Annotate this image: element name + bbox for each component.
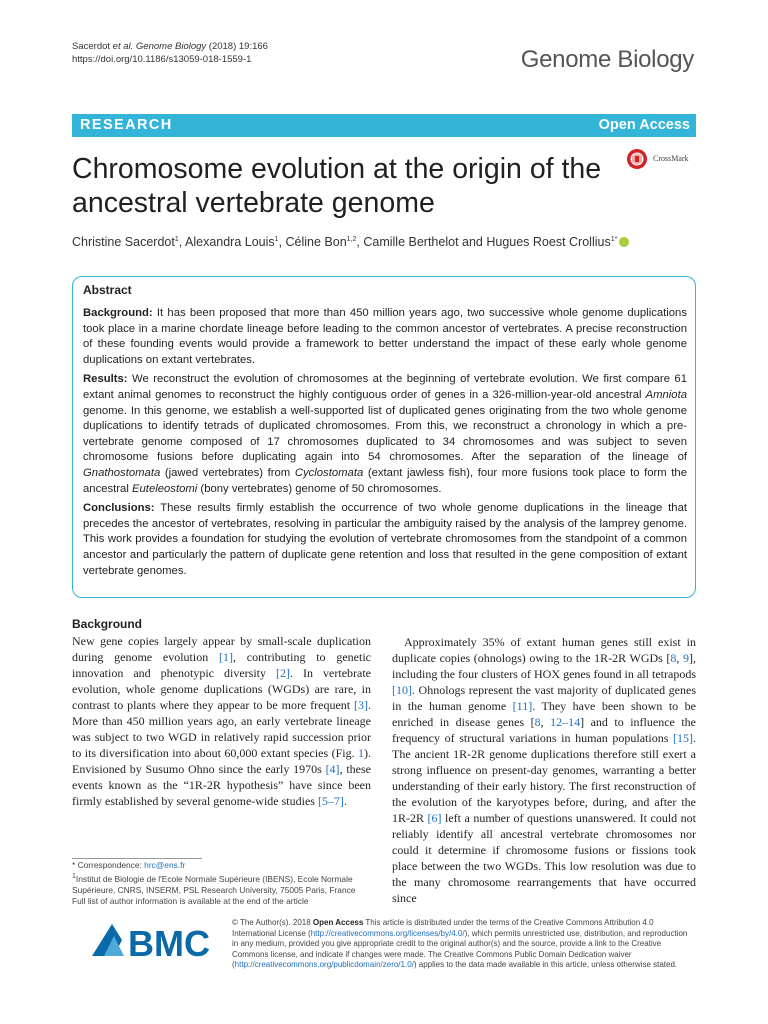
citation-link[interactable]: [10] [392, 683, 412, 697]
right-column [392, 634, 696, 906]
article-type-label: RESEARCH [80, 117, 173, 133]
article-type-banner [72, 114, 696, 137]
abstract-heading: Abstract [83, 283, 132, 297]
citation-link[interactable]: [4] [325, 762, 340, 776]
citation-link[interactable]: 9 [683, 651, 690, 665]
open-access-label: Open Access [598, 117, 690, 133]
citation-link[interactable]: [1] [219, 650, 233, 664]
crossmark-label: CrossMark [653, 154, 689, 163]
orcid-icon[interactable] [619, 237, 629, 247]
abstract-conclusions: Conclusions: These results firmly establish the occurrence of two whole genome duplications in the lineage that precedes the ancestor of vertebrates, resolving in particular the ambiguity raised by the analysis of the lamprey genome. This work provides a foundation for studying the evolution of vertebrate chromosomes from the standpoint of a common ancestor and particularly the pattern of duplicate gene retention and loss that resulted in the gene composition of extant vertebrate genomes. [83, 502, 687, 577]
license-link[interactable]: http://creativecommons.org/licenses/by/4.0/ [310, 928, 465, 938]
citation-line [72, 40, 268, 53]
section-heading: Background [72, 617, 143, 631]
correspondence: * Correspondence: hrc@ens.fr [72, 860, 186, 870]
author[interactable]: Camille Berthelot and Hugues Roest Crollius$^{1*}$ [363, 235, 618, 250]
citation-link[interactable]: [6] [427, 811, 442, 825]
license-text: © The Author(s). 2018 Open Access This article is distributed under the terms of the Creative Commons Attribution 4.0 International License (http://creativecommons.org/licenses/by/4.0/), which permits unrestricted use, distribution, and reproduction in any medium, provided you give appropriate credit to the original author(s) and the source, provide a link to the Creative Commons license, and indicate if changes were made. The Creative Commons Public Domain Dedication waiver (http://creativecommons.org/publicdomain/zero/1.0/) applies to the data made available in this article, unless otherwise stated. [232, 918, 688, 970]
citation-link[interactable]: 8 [534, 715, 541, 729]
citation-header [72, 40, 268, 66]
citation-link[interactable]: 8 [670, 651, 677, 665]
citation-authors: Sacerdot [72, 41, 113, 52]
footnote [72, 860, 372, 908]
citation-link[interactable]: [3] [354, 698, 368, 712]
citation-link[interactable]: 12–14 [550, 715, 581, 729]
citation-year-volume: (2018) 19:166 [206, 41, 268, 52]
doi-link[interactable]: https://doi.org/10.1186/s13059-018-1559-1 [72, 54, 252, 65]
abstract-box [72, 276, 696, 598]
author-info-note: Full list of author information is available at the end of the article [72, 896, 309, 907]
citation-journal: Genome Biology [133, 41, 207, 52]
abstract-results: Results: We reconstruct the evolution of chromosomes at the beginning of vertebrate evolution. We first compare 61 extant animal genomes to reconstruct the highly contiguous order of genes in a 326-million-year-old ancestral Amniota genome. In this genome, we establish a well-supported list of duplicated genes originating from the two whole genome duplications to identify tetrads of duplicated chromosomes. From this, we reconstruct a chronology in which a pre-vertebrate genome composed of 17 chromosomes duplicated to 34 chromosomes and was subject to seven chromosome fusions before duplicating again into 54 chromosomes. After the separation of the lineage of Gnathostomata (jawed vertebrates) from Cyclostomata (extant jawless fish), four more fusions took place to form the ancestral Euteleostomi (bony vertebrates) genome of 50 chromosomes. [83, 373, 687, 495]
citation-link[interactable]: [15] [673, 731, 693, 745]
bmc-logo-text: BMC [128, 923, 210, 964]
background-section [72, 616, 371, 809]
correspondence-email[interactable]: hrc@ens.fr [144, 860, 186, 870]
body-paragraph: Approximately 35% of extant human genes still exist in duplicate copies (ohnologs) owing to the 1R-2R WGDs [8, 9], including the four clusters of HOX genes found in all tetrapods [10]. Ohnologs represent the vast majority of duplicated genes in the human genome [11]. They have been shown to be enriched in disease genes [8, 12–14] and to influence the frequency of structural variations in human populations [15]. The ancient 1R-2R genome duplications therefore still exert a strong influence on present-day genomes, warranting a better understanding of their early history. The first reconstruction of the evolution of the karyotypes before, during, and after the 1R-2R [6] left a number of questions unanswered. It could not reliably identify all ancestral vertebrate chromosomes nor could it determine if chromosome fusions or fissions took place between the two WGDs. This low resolution was due to the many chromosome rearrangements that have occurred since [392, 635, 697, 905]
abstract-background: Background: It has been proposed that more than 450 million years ago, two successive whole genome duplications took place in a marine chordate lineage before leading to the common ancestor of vertebrates. A precise reconstruction of these founding events would provide a framework to better understand the impact of these early whole genome duplications on extant vertebrates. [83, 307, 687, 366]
author-list: Christine Sacerdot$^1$, Alexandra Louis$^1$, Céline Bon$^{1,2}$, Camille Berthelot and Hugues Roest Crollius$^{1*}$ [72, 231, 692, 251]
figure-link[interactable]: 1 [358, 746, 364, 760]
journal-logo: Genome Biology [520, 46, 694, 73]
affiliation: $^1$Institut de Biologie de l'Ecole Normale Supérieure (IBENS), Ecole Normale Supérieure, CNRS, INSERM, PSL Research University, 75005 Paris, France [72, 873, 356, 896]
author[interactable]: Alexandra Louis$^1$ [185, 235, 279, 250]
background-paragraph: New gene copies largely appear by small-scale duplication during genome evolution [1], contributing to genetic innovation and phenotypic diversity [2]. In vertebrate evolution, whole genome duplications (WGDs) are rare, in contrast to plants where they appear to be more frequent [3]. More than 450 million years ago, an early vertebrate lineage was subject to two WGD in relatively rapid succession prior to its diversification into about 60,000 extant species (Fig. 1). Envisioned by Susumo Ohno since the early 1970s [4], these events known as the “1R-2R hypothesis” have since been firmly established by several genome-wide studies [5–7]. [72, 634, 371, 808]
public-domain-link[interactable]: http://creativecommons.org/publicdomain/zero/1.0/ [234, 960, 414, 970]
citation-link[interactable]: [2] [276, 666, 291, 680]
citation-link[interactable]: [11] [512, 699, 533, 713]
author[interactable]: Christine Sacerdot$^1$ [72, 235, 179, 250]
citation-link[interactable]: [5–7] [317, 794, 344, 808]
article-title: Chromosome evolution at the origin of the ancestral vertebrate genome [72, 153, 602, 219]
citation-etal: et al. [112, 41, 134, 52]
author[interactable]: Céline Bon$^{1,2}$ [285, 235, 357, 250]
footnote-divider [72, 858, 202, 859]
bmc-logo [90, 916, 218, 966]
